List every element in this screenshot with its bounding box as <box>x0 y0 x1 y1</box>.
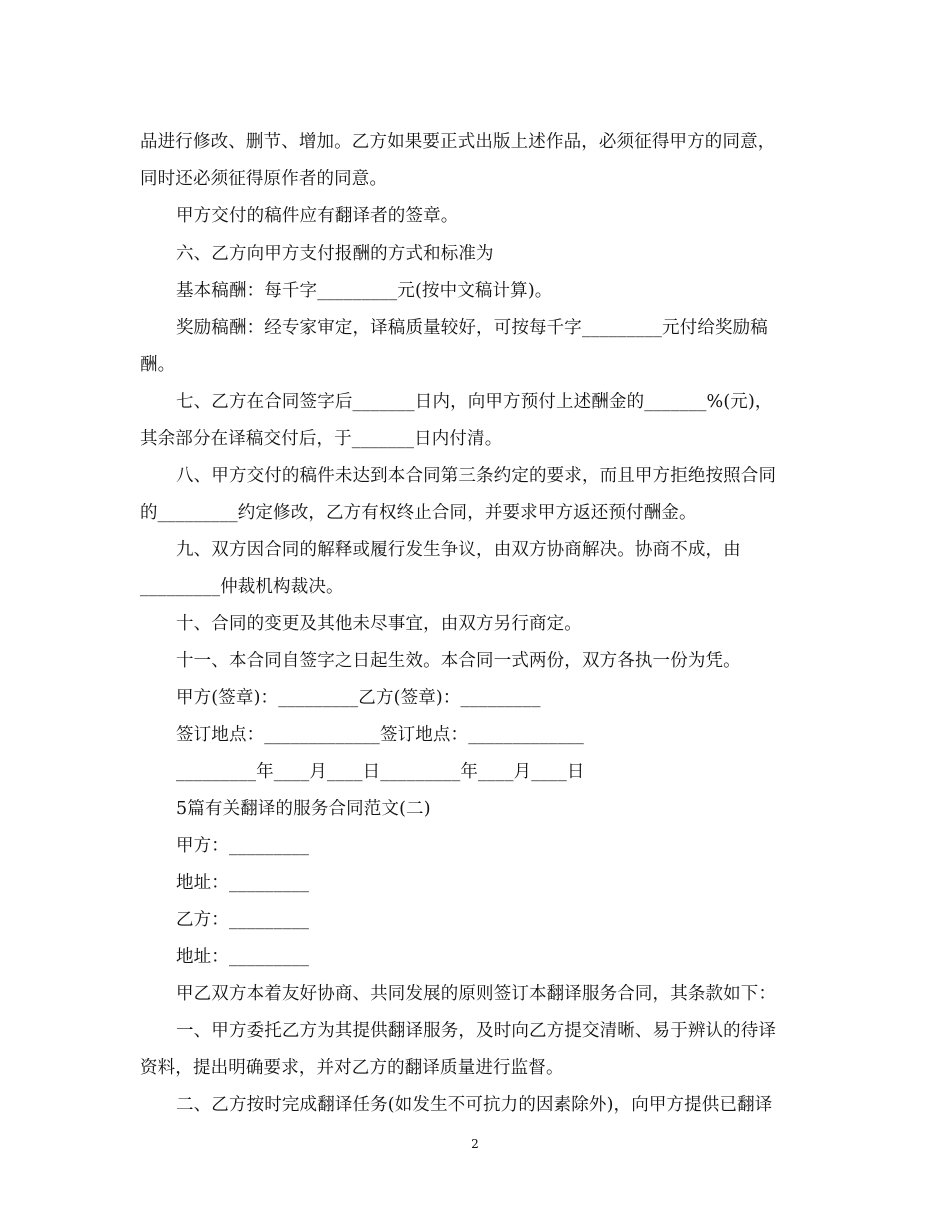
body-text-line: 同时还必须征得原作者的同意。 <box>140 169 388 189</box>
body-text-line: 基本稿酬：每千字_________元(按中文稿计算)。 <box>176 281 553 301</box>
section-heading-6: 六、乙方向甲方支付报酬的方式和标准为 <box>176 244 494 264</box>
body-text-line: 资料，提出明确要求，并对乙方的翻译质量进行监督。 <box>140 1058 564 1078</box>
section-text-7: 七、乙方在合同签字后_______日内，向甲方预付上述酬金的_______%(元)， <box>176 392 773 412</box>
page-number: 2 <box>471 1137 479 1151</box>
body-text-line: 甲方交付的稿件应有翻译者的签章。 <box>176 206 459 226</box>
section-text-9: 九、双方因合同的解释或履行发生争议，由双方协商解决。协商不成，由 <box>176 540 741 560</box>
section-text-8: 八、甲方交付的稿件未达到本合同第三条约定的要求，而且甲方拒绝按照合同 <box>176 466 777 486</box>
party-b-field: 乙方：_________ <box>176 910 310 930</box>
section-text-11: 十一、本合同自签字之日起生效。本合同一式两份，双方各执一份为凭。 <box>176 651 741 671</box>
section-text-10: 十、合同的变更及其他未尽事宜，由双方另行商定。 <box>176 614 582 634</box>
signing-location-line: 签订地点：_____________签订地点：_____________ <box>176 725 584 745</box>
body-text-line: 酬。 <box>140 355 176 375</box>
clause-1-text: 一、甲方委托乙方为其提供翻译服务，及时向乙方提交清晰、易于辨认的待译 <box>176 1021 777 1041</box>
body-text-line: 的_________约定修改，乙方有权终止合同，并要求甲方返还预付酬金。 <box>140 503 697 523</box>
party-a-field: 甲方：_________ <box>176 836 310 856</box>
clause-2-text: 二、乙方按时完成翻译任务(如发生不可抗力的因素除外)，向甲方提供已翻译 <box>176 1095 773 1115</box>
body-text-line: 奖励稿酬：经专家审定，译稿质量较好，可按每千字_________元付给奖励稿 <box>176 318 768 338</box>
address-field: 地址：_________ <box>176 947 310 967</box>
address-field: 地址：_________ <box>176 873 310 893</box>
signature-line: 甲方(签章)：_________乙方(签章)：_________ <box>176 688 541 708</box>
date-line: _________年____月____日_________年____月____日 <box>176 762 585 782</box>
body-text-line: 其余部分在译稿交付后，于_______日内付清。 <box>140 429 503 449</box>
body-text-line: _________仲裁机构裁决。 <box>140 577 344 597</box>
section-title: 5篇有关翻译的服务合同范文(二) <box>176 799 431 819</box>
body-text-line: 甲乙双方本着友好协商、共同发展的原则签订本翻译服务合同，其条款如下： <box>176 984 777 1004</box>
body-text-line: 品进行修改、删节、增加。乙方如果要正式出版上述作品，必须征得甲方的同意， <box>140 132 776 152</box>
